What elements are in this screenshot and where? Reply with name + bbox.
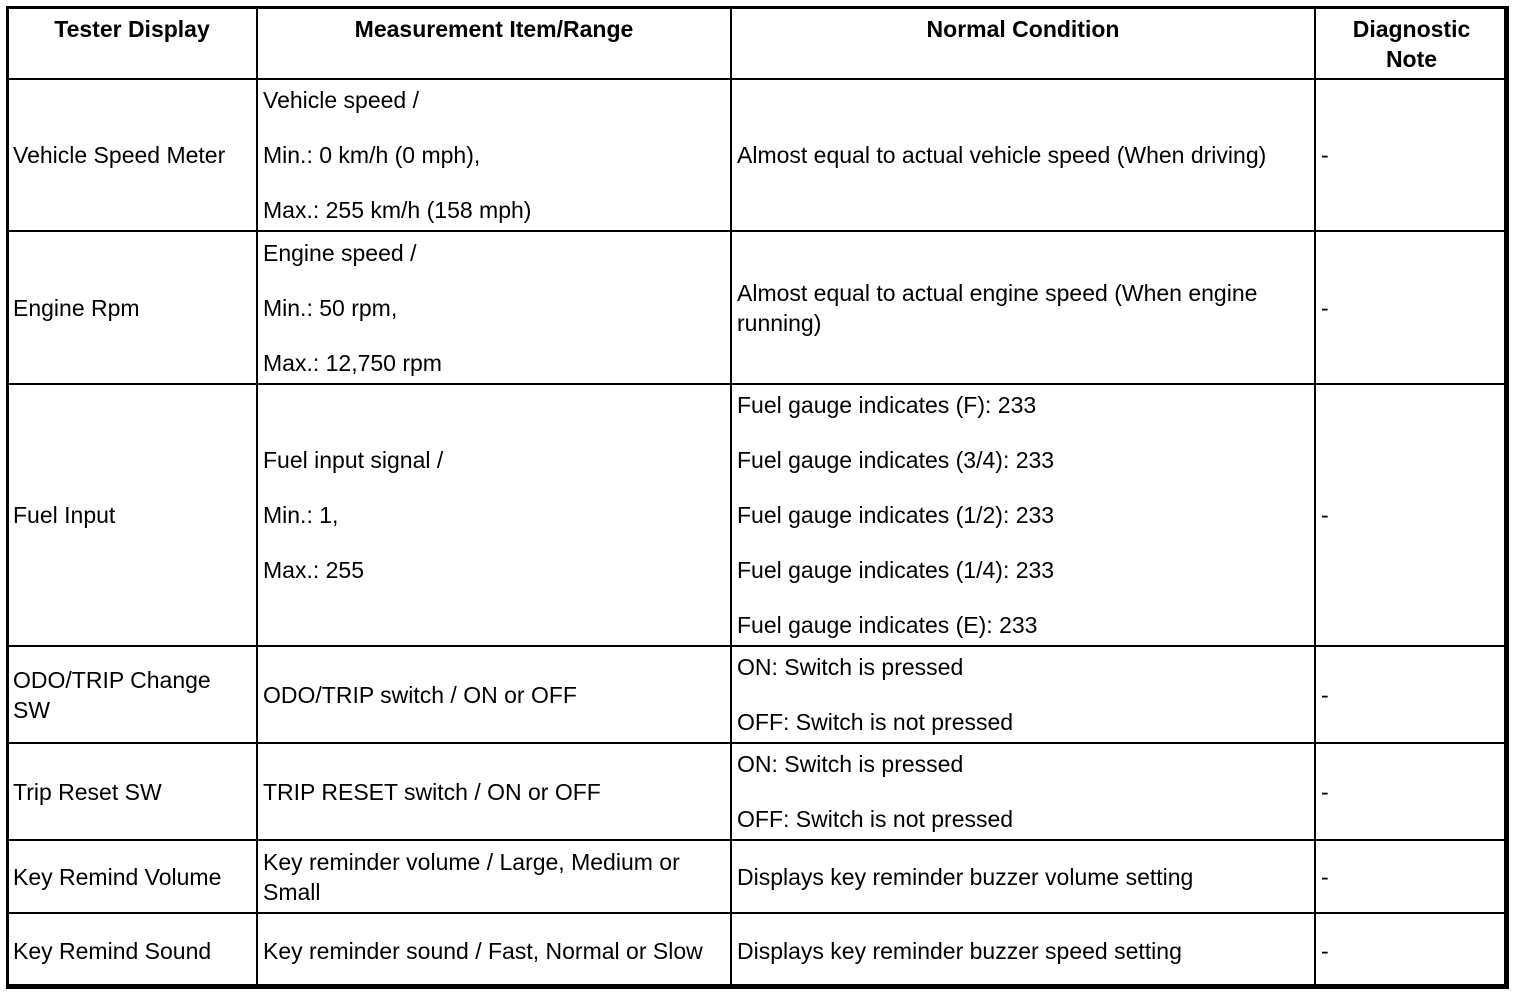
condition-line: Displays key reminder buzzer speed setting [737,937,1182,964]
condition-line: Almost equal to actual engine speed (When engine running) [737,279,1258,336]
measurement-cell [257,231,731,384]
measurement-line: Max.: 12,750 rpm [263,349,442,376]
diagnostic-note-cell: - [1315,840,1508,913]
measurement-line: Engine speed / [263,239,417,266]
measurement-cell [257,913,731,988]
measurement-cell [257,840,731,913]
measurement-line: Fuel input signal / [263,447,444,473]
tester-display-cell: ODO/TRIP Change SW [7,646,257,743]
normal-condition-cell [731,384,1315,646]
table-row [7,384,1508,646]
tester-display-cell: Vehicle Speed Meter [7,79,257,231]
normal-condition-cell [731,913,1315,988]
condition-line: OFF: Switch is not pressed [737,806,1014,832]
measurement-line: Min.: 50 rpm, [263,294,398,321]
measurement-cell [257,384,731,646]
condition-line: ON: Switch is pressed [737,751,964,777]
table-row [7,743,1508,840]
condition-line: OFF: Switch is not pressed [737,709,1014,735]
normal-condition-cell [731,646,1315,743]
table-row [7,646,1508,743]
tester-display-cell: Fuel Input [7,384,257,646]
condition-line: Fuel gauge indicates (1/4): 233 [737,557,1055,583]
measurement-cell [257,79,731,231]
tester-display-cell: Key Remind Sound [7,913,257,988]
measurement-cell [257,743,731,840]
normal-condition-cell [731,79,1315,231]
table-row [7,231,1508,384]
header-normal-condition: Normal Condition [731,7,1315,79]
normal-condition-cell [731,840,1315,913]
condition-line: Displays key reminder buzzer volume setting [737,863,1194,890]
tester-display-cell: Engine Rpm [7,231,257,384]
header-tester-display: Tester Display [7,7,257,79]
diagnostic-note-cell: - [1315,913,1508,988]
tester-display-cell: Key Remind Volume [7,840,257,913]
diagnostic-note-cell: - [1315,231,1508,384]
measurement-line: Vehicle speed / [263,87,420,113]
condition-line: Fuel gauge indicates (F): 233 [737,392,1037,418]
diagnostic-note-cell: - [1315,79,1508,231]
tester-display-cell: Trip Reset SW [7,743,257,840]
measurement-cell [257,646,731,743]
table-row [7,913,1508,988]
condition-line: ON: Switch is pressed [737,654,964,680]
measurement-line: Max.: 255 [263,557,364,583]
data-monitor-table [6,6,1509,989]
table-row [7,79,1508,231]
diagnostic-note-cell: - [1315,646,1508,743]
condition-line: Fuel gauge indicates (E): 233 [737,612,1038,638]
measurement-line: TRIP RESET switch / ON or OFF [263,778,601,805]
condition-line: Fuel gauge indicates (1/2): 233 [737,502,1055,528]
measurement-line: Min.: 0 km/h (0 mph), [263,142,481,168]
diagnostic-note-cell: - [1315,384,1508,646]
measurement-line: Min.: 1, [263,502,339,528]
condition-line: Fuel gauge indicates (3/4): 233 [737,447,1055,473]
diagnostic-note-cell: - [1315,743,1508,840]
normal-condition-cell [731,743,1315,840]
table-row [7,840,1508,913]
measurement-line: ODO/TRIP switch / ON or OFF [263,681,577,708]
measurement-line: Max.: 255 km/h (158 mph) [263,197,532,223]
normal-condition-cell [731,231,1315,384]
header-measurement-item: Measurement Item/Range [257,7,731,79]
condition-line: Almost equal to actual vehicle speed (When driving) [737,142,1267,168]
measurement-line: Key reminder volume / Large, Medium or Small [263,848,680,905]
header-row [7,7,1508,79]
header-diagnostic-note: Diagnostic Note [1315,7,1508,79]
measurement-line: Key reminder sound / Fast, Normal or Slow [263,937,703,964]
